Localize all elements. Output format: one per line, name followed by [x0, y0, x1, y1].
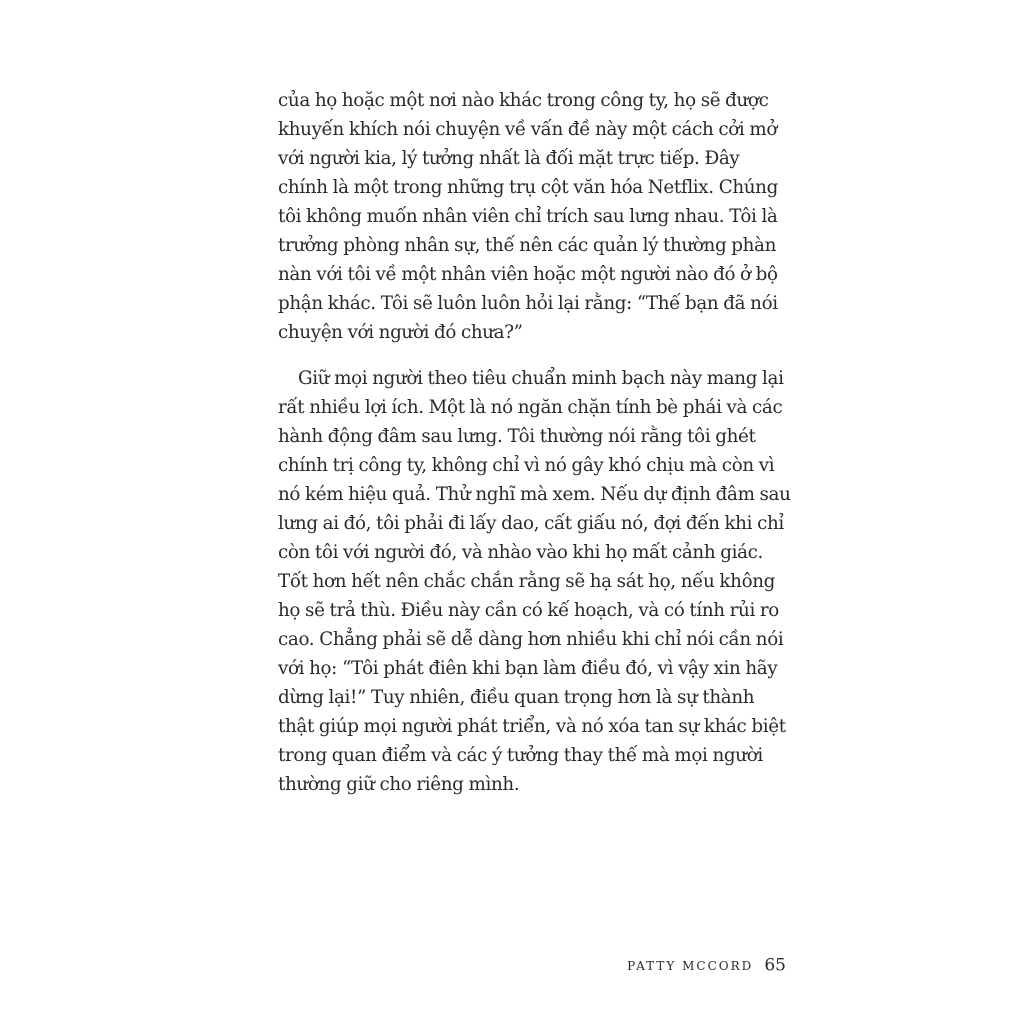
paragraph-line: chính là một trong những trụ cột văn hóa Netflix. Chúng	[278, 177, 778, 198]
paragraph-line: hành động đâm sau lưng. Tôi thường nói rằng tôi ghét	[278, 426, 756, 447]
paragraph-line: phận khác. Tôi sẽ luôn luôn hỏi lại rằng: “Thế bạn đã nói	[278, 293, 778, 314]
paragraph-line: dừng lại!” Tuy nhiên, điều quan trọng hơn là sự thành	[278, 687, 755, 708]
paragraph-line: tôi không muốn nhân viên chỉ trích sau lưng nhau. Tôi là	[278, 206, 778, 227]
paragraph-line: thật giúp mọi người phát triển, và nó xóa tan sự khác biệt	[278, 716, 786, 737]
paragraph-line: nó kém hiệu quả. Thử nghĩ mà xem. Nếu dự định đâm sau	[278, 484, 791, 505]
paragraph-line: của họ hoặc một nơi nào khác trong công ty, họ sẽ được	[278, 90, 769, 111]
page-footer	[627, 952, 786, 978]
paragraph-line: với họ: “Tôi phát điên khi bạn làm điều đó, vì vậy xin hãy	[278, 658, 778, 679]
paragraph-line: thường giữ cho riêng mình.	[278, 774, 520, 795]
paragraph-line: trưởng phòng nhân sự, thế nên các quản lý thường phàn	[278, 235, 777, 256]
paragraph-line: còn tôi với người đó, và nhào vào khi họ mất cảnh giác.	[278, 542, 763, 563]
paragraph-1	[278, 86, 808, 347]
paragraph-line: lưng ai đó, tôi phải đi lấy dao, cất giấu nó, đợi đến khi chỉ	[278, 513, 784, 534]
paragraph-line: chính trị công ty, không chỉ vì nó gây khó chịu mà còn vì	[278, 455, 775, 476]
paragraph-line: với người kia, lý tưởng nhất là đối mặt trực tiếp. Đây	[278, 148, 740, 169]
paragraph-line: khuyến khích nói chuyện về vấn đề này một cách cởi mở	[278, 119, 777, 140]
paragraph-line: Tốt hơn hết nên chắc chắn rằng sẽ hạ sát họ, nếu không	[278, 571, 776, 592]
paragraph-line: rất nhiều lợi ích. Một là nó ngăn chặn tính bè phái và các	[278, 397, 783, 418]
paragraph-line: Giữ mọi người theo tiêu chuẩn minh bạch này mang lại	[298, 368, 784, 389]
paragraph-line: nàn với tôi về một nhân viên hoặc một người nào đó ở bộ	[278, 264, 778, 285]
paragraph-line: chuyện với người đó chưa?”	[278, 322, 523, 343]
paragraph-line: cao. Chẳng phải sẽ dễ dàng hơn nhiều khi chỉ nói cần nói	[278, 629, 784, 650]
paragraph-line: họ sẽ trả thù. Điều này cần có kế hoạch, và có tính rủi ro	[278, 600, 779, 621]
paragraph-2	[278, 364, 808, 799]
paragraph-line: trong quan điểm và các ý tưởng thay thế mà mọi người	[278, 745, 763, 766]
running-head-author: PATTY MCCORD	[627, 958, 754, 973]
page-number: 65	[764, 955, 786, 976]
